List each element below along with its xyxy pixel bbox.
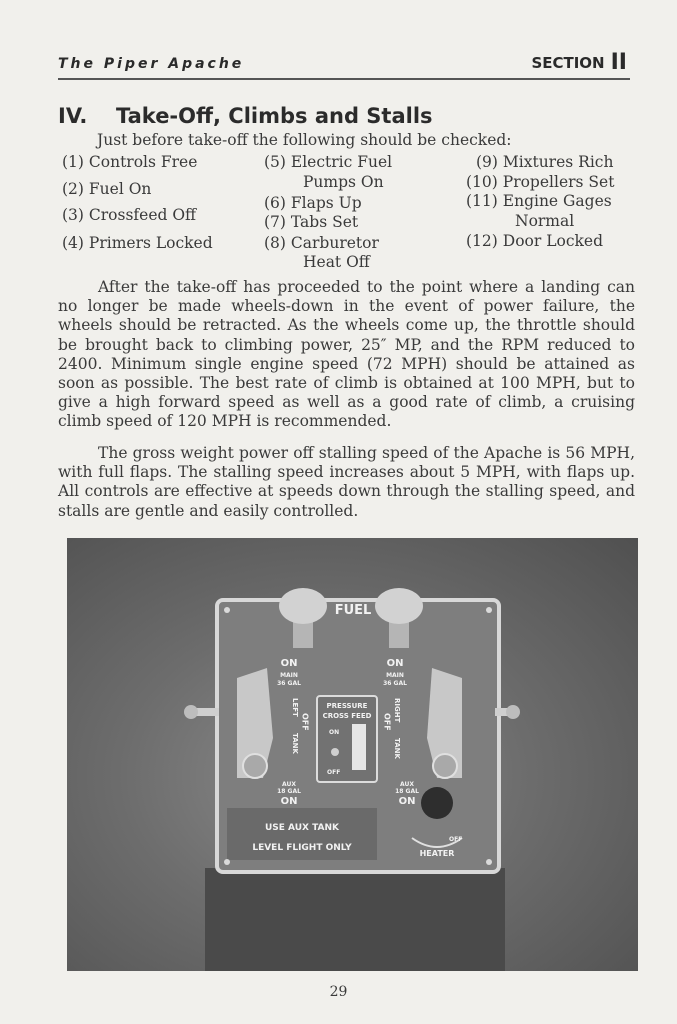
level-flight-label: LEVEL FLIGHT ONLY — [252, 843, 352, 853]
checklist-item — [476, 153, 613, 172]
left-tank-label: LEFT — [291, 698, 299, 717]
crossfeed-on-label: ON — [329, 729, 340, 736]
crossfeed-off-label: OFF — [327, 769, 341, 776]
section-heading — [58, 104, 433, 128]
paragraph-text: After the take-off has proceeded to the point where a landing can no longer be made wheels-down in the event of power failure, the wheels should be retracted. As the wheels come up, the throttle should be brought back to climbing power, 25″ MP, and the RPM reduced to 2400. Minimum single engine speed (72 MPH) should be attained as soon as possible. The best rate of climb is obtained at 100 MPH, but to give a high forward speed as well as a good rate of climb, a cruising climb speed of 120 MPH is recommended. — [58, 278, 635, 431]
checklist-item — [466, 173, 614, 192]
section-word: SECTION — [531, 53, 605, 72]
item-number: (11) — [466, 192, 498, 210]
crossfeed-lever-icon — [352, 724, 366, 770]
running-header-title: The Piper Apache — [58, 56, 245, 72]
left-aux-gal-label: 18 GAL — [277, 788, 301, 795]
item-number: (3) — [62, 206, 84, 224]
checklist-intro: Just before take-off the following should be checked: — [97, 131, 512, 149]
item-number: (9) — [476, 153, 498, 171]
right-tank-word: TANK — [393, 738, 401, 759]
right-aux-gal-label: 18 GAL — [395, 788, 419, 795]
left-lever-hub-icon — [243, 754, 267, 778]
console-base — [205, 868, 505, 971]
item-text: Fuel On — [88, 180, 152, 198]
screw-icon — [224, 607, 230, 613]
crossfeed-light-icon — [331, 748, 339, 756]
item-text: Controls Free — [88, 153, 198, 171]
item-text: Carburetor — [290, 234, 379, 252]
item-number: (10) — [466, 173, 498, 191]
left-main-gal-label: 36 GAL — [277, 680, 301, 687]
item-number: (2) — [62, 180, 84, 198]
item-text: Primers Locked — [88, 234, 213, 252]
item-text: Door Locked — [502, 232, 603, 250]
item-text: Tabs Set — [290, 213, 359, 231]
fuel-panel-photo — [67, 538, 638, 971]
left-off-label: OFF — [300, 713, 310, 731]
right-aux-label: AUX — [400, 781, 414, 788]
screw-icon — [486, 607, 492, 613]
left-aux-label: AUX — [282, 781, 296, 788]
paragraph-takeoff — [58, 278, 635, 432]
checklist-item-continued: Pumps On — [303, 173, 384, 191]
item-number: (6) — [264, 194, 286, 212]
left-primer-knob-icon — [279, 588, 327, 624]
left-knob-icon — [184, 705, 198, 719]
heater-knob-icon — [421, 787, 453, 819]
page-number: 29 — [329, 984, 348, 1000]
item-text: Crossfeed Off — [88, 206, 197, 224]
heater-label: HEATER — [419, 849, 455, 858]
checklist-item — [62, 206, 196, 225]
pressure-label: PRESSURE — [326, 702, 368, 710]
checklist-item — [466, 192, 612, 211]
item-text: Engine Gages — [502, 192, 612, 210]
checklist-item — [62, 234, 213, 253]
item-text: Propellers Set — [502, 173, 615, 191]
right-aux-on-label: ON — [398, 796, 416, 807]
checklist-item — [264, 153, 392, 172]
heading-number: IV. — [58, 104, 88, 128]
left-tank-word: TANK — [291, 733, 299, 754]
checklist-item — [466, 232, 603, 251]
checklist-item — [264, 234, 379, 253]
checklist-item-continued: Heat Off — [303, 253, 370, 271]
right-primer-knob-icon — [375, 588, 423, 624]
right-on-label: ON — [386, 658, 404, 669]
heater-off-label: OFF — [449, 836, 463, 843]
right-lever-hub-icon — [433, 754, 457, 778]
cross-feed-label: CROSS FEED — [322, 712, 372, 720]
right-knob-icon — [506, 705, 520, 719]
screw-icon — [486, 859, 492, 865]
checklist-item — [62, 153, 197, 172]
item-text: Electric Fuel — [290, 153, 393, 171]
left-on-label: ON — [280, 658, 298, 669]
section-number: II — [610, 50, 627, 75]
item-number: (4) — [62, 234, 84, 252]
item-number: (8) — [264, 234, 286, 252]
item-number: (7) — [264, 213, 286, 231]
item-number: (5) — [264, 153, 286, 171]
item-text: Flaps Up — [290, 194, 362, 212]
right-main-gal-label: 36 GAL — [383, 680, 407, 687]
left-aux-on-label: ON — [280, 796, 298, 807]
right-tank-label: RIGHT — [393, 698, 401, 723]
checklist-item — [62, 180, 151, 199]
paragraph-text: The gross weight power off stalling speed of the Apache is 56 MPH, with full flaps. The stalling speed increases about 5 MPH, with flaps up. All controls are effective at speeds down through the stalling speed, and stalls are gentle and easily controlled. — [58, 444, 635, 520]
item-number: (1) — [62, 153, 84, 171]
item-number: (12) — [466, 232, 498, 250]
section-label — [531, 50, 627, 75]
screw-icon — [224, 859, 230, 865]
left-main-label: MAIN — [280, 672, 298, 679]
checklist-item — [264, 213, 358, 232]
heading-title: Take-Off, Climbs and Stalls — [116, 104, 433, 128]
fuel-panel-illustration — [67, 538, 638, 971]
right-main-label: MAIN — [386, 672, 404, 679]
right-off-label: OFF — [382, 713, 392, 731]
checklist-item-continued: Normal — [515, 212, 575, 230]
panel-fuel-label: FUEL — [334, 603, 372, 618]
paragraph-stalls — [58, 444, 635, 521]
header-rule — [58, 78, 630, 80]
checklist-item — [264, 194, 362, 213]
item-text: Mixtures Rich — [502, 153, 614, 171]
use-aux-label: USE AUX TANK — [264, 823, 340, 833]
